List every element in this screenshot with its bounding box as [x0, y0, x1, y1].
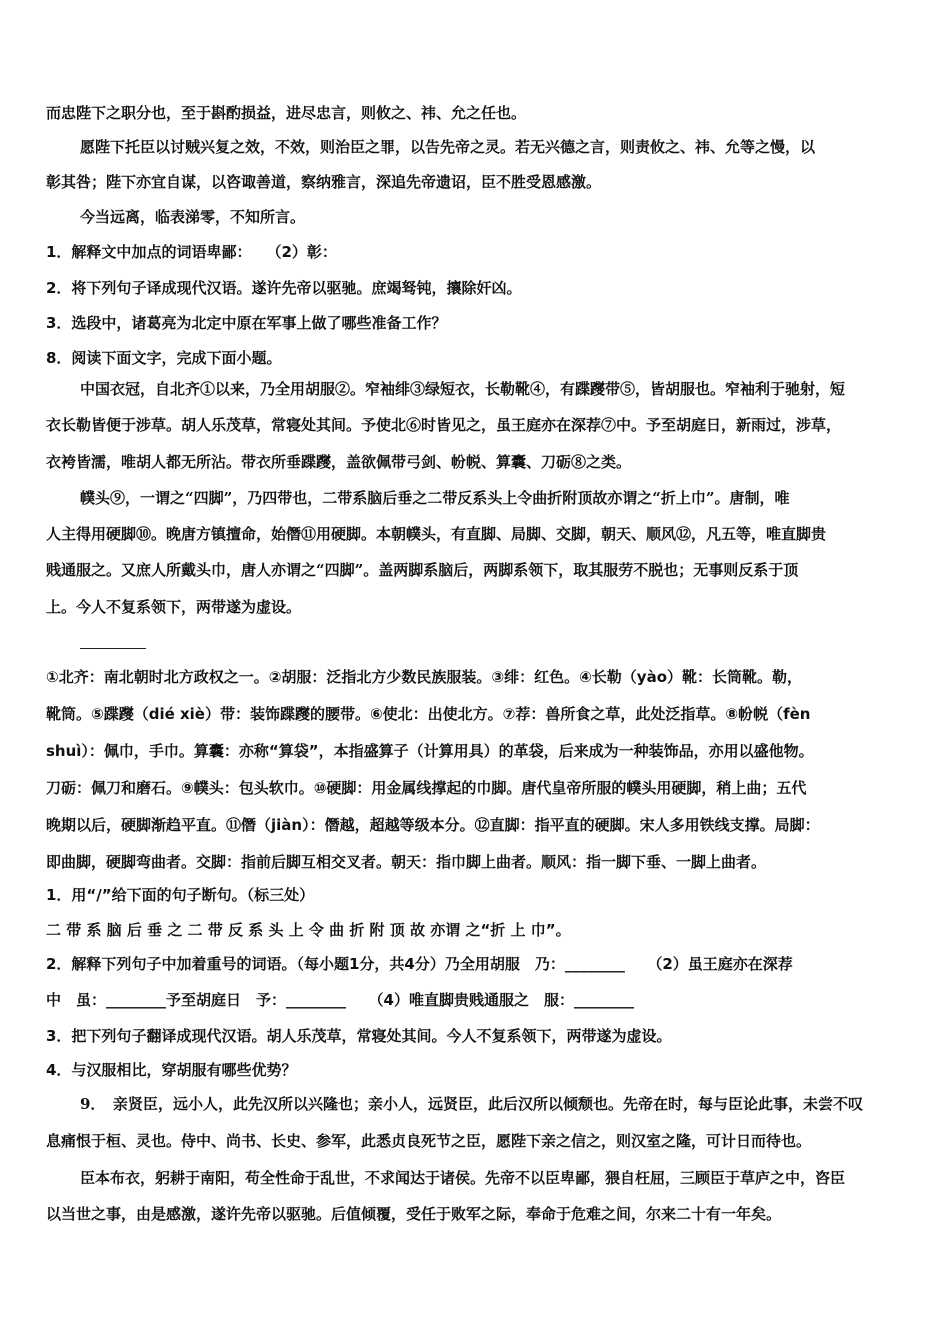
text-line: 人主得用硬脚⑩。晚唐方镇擅命，始僭⑪用硬脚。本朝幞头，有直脚、局脚、交脚，朝天、顺风⑫，凡五等，唯直脚贵	[46, 525, 827, 543]
text-line: 上。今人不复系领下，两带遂为虚设。	[46, 598, 302, 616]
footnote-line: 晚期以后，硬脚渐趋平直。⑪僭（jiàn）：僭越，超越等级本分。⑫直脚：指平直的硬脚。宋人多用铁线支撑。局脚：	[46, 816, 820, 834]
question-line: 二 带 系 脑 后 垂 之 二 带 反 系 头 上 令 曲 折 附 顶 故 亦谓 之“折 上 巾”。	[46, 921, 571, 939]
text-line: 以当世之事，由是感激，遂许先帝以驱驰。后值倾覆，受任于败军之际，奉命于危难之间，尔来二十有一年矣。	[46, 1205, 782, 1223]
question-line: 1．解释文中加点的词语卑鄙： （2）彰：	[46, 243, 337, 261]
text-line: 衣袴皆濡，唯胡人都无所沾。带衣所垂蹀躞，盖欲佩带弓剑、帉帨、算囊、刀砺⑧之类。	[46, 453, 632, 471]
question-line: 3．选段中，诸葛亮为北定中原在军事上做了哪些准备工作？	[46, 314, 447, 332]
text-line: 9． 亲贤臣，远小人，此先汉所以兴隆也；亲小人，远贤臣，此后汉所以倾颓也。先帝在时，每与臣论此事，未尝不叹	[80, 1095, 863, 1113]
text-line: 贱通服之。又庶人所戴头巾，唐人亦谓之“四脚”。盖两脚系脑后，两脚系领下，取其服劳不脱也；无事则反系于顶	[46, 561, 799, 579]
text-line: 衣长勒皆便于涉草。胡人乐茂草，常寝处其间。予使北⑥时皆见之，虽王庭亦在深荐⑦中。予至胡庭日，新雨过，涉草，	[46, 416, 842, 434]
question-line: 1．用“/”给下面的句子断句。（标三处）	[46, 886, 315, 904]
footnote-line: 刀砺：佩刀和磨石。⑨幞头：包头软巾。⑩硬脚：用金属线撑起的巾脚。唐代皇帝所服的幞头用硬脚，稍上曲；五代	[46, 779, 807, 797]
text-line: 息痛恨于桓、灵也。侍中、尚书、长史、参军，此悉贞良死节之臣，愿陛下亲之信之，则汉室之隆，可计日而待也。	[46, 1132, 812, 1150]
question-line: 中 虽：________予至胡庭日 予：________ （4）唯直脚贵贱通服之 服：________	[46, 991, 634, 1009]
text-line: 愿陛下托臣以讨贼兴复之效，不效，则治臣之罪，以告先帝之灵。若无兴德之言，则责攸之、祎、允等之慢，以	[80, 138, 816, 156]
footnote-line: 即曲脚，硬脚弯曲者。交脚：指前后脚互相交叉者。朝天：指巾脚上曲者。顺风：指一脚下垂、一脚上曲者。	[46, 853, 767, 871]
text-line: 中国衣冠，自北齐①以来，乃全用胡服②。窄袖绯③绿短衣，长勒靴④，有蹀躞带⑤，皆胡服也。窄袖利于驰射，短	[80, 380, 846, 398]
question-header: 8．阅读下面文字，完成下面小题。	[46, 349, 282, 367]
question-line: 4．与汉服相比，穿胡服有哪些优势？	[46, 1061, 297, 1079]
text-line: 幞头⑨，一谓之“四脚”，乃四带也，二带系脑后垂之二带反系头上令曲折附顶故亦谓之“折上巾”。唐制，唯	[80, 489, 790, 507]
text-line: 彰其咎；陛下亦宜自谋，以咨诹善道，察纳雅言，深追先帝遗诏，臣不胜受恩感激。	[46, 173, 602, 191]
question-line: 2．将下列句子译成现代汉语。遂许先帝以驱驰。庶竭驽钝，攘除奸凶。	[46, 279, 522, 297]
text-line: 而忠陛下之职分也，至于斟酌损益，进尽忠言，则攸之、祎、允之任也。	[46, 104, 527, 122]
footnote-line: 靴筒。⑤蹀躞（dié xiè）带：装饰蹀躞的腰带。⑥使北：出使北方。⑦荐：兽所食之草，此处泛指草。⑧帉帨（fèn	[46, 705, 811, 723]
text-line: 今当远离，临表涕零，不知所言。	[80, 208, 306, 226]
footnote-line: ①北齐：南北朝时北方政权之一。②胡服：泛指北方少数民族服装。③绯：红色。④长勒（yào）靴：长筒靴。勒，	[46, 668, 803, 686]
text-line: 臣本布衣，躬耕于南阳，苟全性命于乱世，不求闻达于诸侯。先帝不以臣卑鄙，猥自枉屈，三顾臣于草庐之中，咨臣	[80, 1169, 846, 1187]
footnote-line: shuì）：佩巾，手巾。算囊：亦称“算袋”，本指盛算子（计算用具）的革袋，后来成为一种装饰品，亦用以盛他物。	[46, 742, 814, 760]
question-line: 3．把下列句子翻译成现代汉语。胡人乐茂草，常寝处其间。今人不复系领下，两带遂为虚设。	[46, 1027, 672, 1045]
question-line: 2．解释下列句子中加着重号的词语。（每小题1分，共4分）乃全用胡服 乃：________ （2）虽王庭亦在深荐	[46, 955, 793, 973]
footnote-divider	[80, 648, 146, 649]
